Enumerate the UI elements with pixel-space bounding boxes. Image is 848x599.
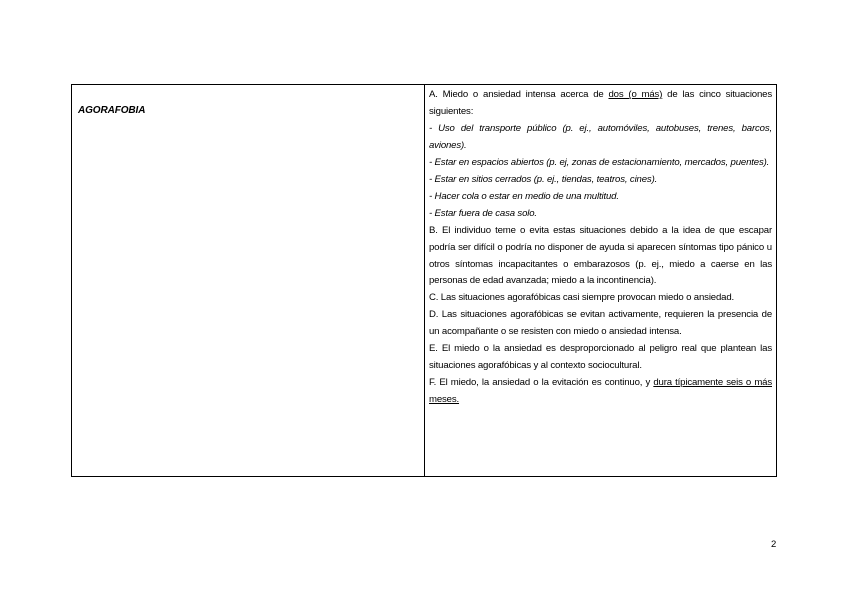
disorder-name: AGORAFOBIA: [78, 105, 146, 116]
criterion-text: . Miedo o ansiedad intensa acerca de: [435, 89, 609, 100]
criteria-table: [71, 84, 777, 477]
criterion-text: de las cinco situaciones siguientes:: [429, 89, 772, 117]
criterion-letter: F: [429, 377, 434, 389]
criterion-letter: E: [429, 343, 436, 355]
criterion-f: [429, 375, 772, 409]
criterion-b: [429, 223, 772, 291]
criterion-letter: A: [429, 89, 436, 100]
criterion-text: . El miedo, la ansiedad o la evitación es continuo, y: [433, 377, 654, 389]
criterion-a: [429, 87, 772, 121]
page-number: 2: [771, 539, 777, 550]
criterion-c: [429, 290, 772, 307]
situation-item: - Hacer cola o estar en medio de una multitud.: [429, 190, 619, 202]
underlined-text: dura típicamente seis o más meses.: [429, 377, 772, 406]
criterion-e: [429, 341, 772, 375]
criterion-letter: C: [429, 292, 436, 304]
criterion-letter: D: [429, 309, 436, 321]
table-row: [72, 85, 777, 477]
criteria-cell: [425, 85, 777, 477]
criterion-text: . El miedo o la ansiedad es desproporcionado al peligro real que plantean las situaciones agorafóbicas y al contexto sociocultural.: [429, 343, 772, 372]
situation-item: - Estar en espacios abiertos (p. ej, zonas de estacionamiento, mercados, puentes).: [429, 156, 770, 168]
criterion-text: . Las situaciones agorafóbicas casi siempre provocan miedo o ansiedad.: [435, 292, 735, 304]
situation-item: - Uso del transporte público (p. ej., automóviles, autobuses, trenes, barcos, aviones).: [429, 122, 772, 151]
underlined-text: dos (o más): [608, 89, 663, 100]
criterion-text: . Las situaciones agorafóbicas se evitan activamente, requieren la presencia de un acompañante o se resisten con miedo o ansiedad intensa.: [429, 309, 772, 338]
situation-item: - Estar en sitios cerrados (p. ej., tiendas, teatros, cines).: [429, 173, 658, 185]
criterion-letter: B: [429, 224, 436, 236]
criterion-d: [429, 307, 772, 341]
disorder-cell: [72, 85, 425, 477]
situation-item: - Estar fuera de casa solo.: [429, 207, 537, 219]
criterion-text: . El individuo teme o evita estas situaciones debido a la idea de que escapar podría ser difícil o podría no disponer de ayuda si aparecen síntomas tipo pánico u otros síntomas incapacitantes o embarazosos (p. ej., miedo a caerse en las personas de edad avanzada; miedo a la incontinencia).: [429, 224, 772, 287]
criteria-list: [425, 85, 776, 409]
